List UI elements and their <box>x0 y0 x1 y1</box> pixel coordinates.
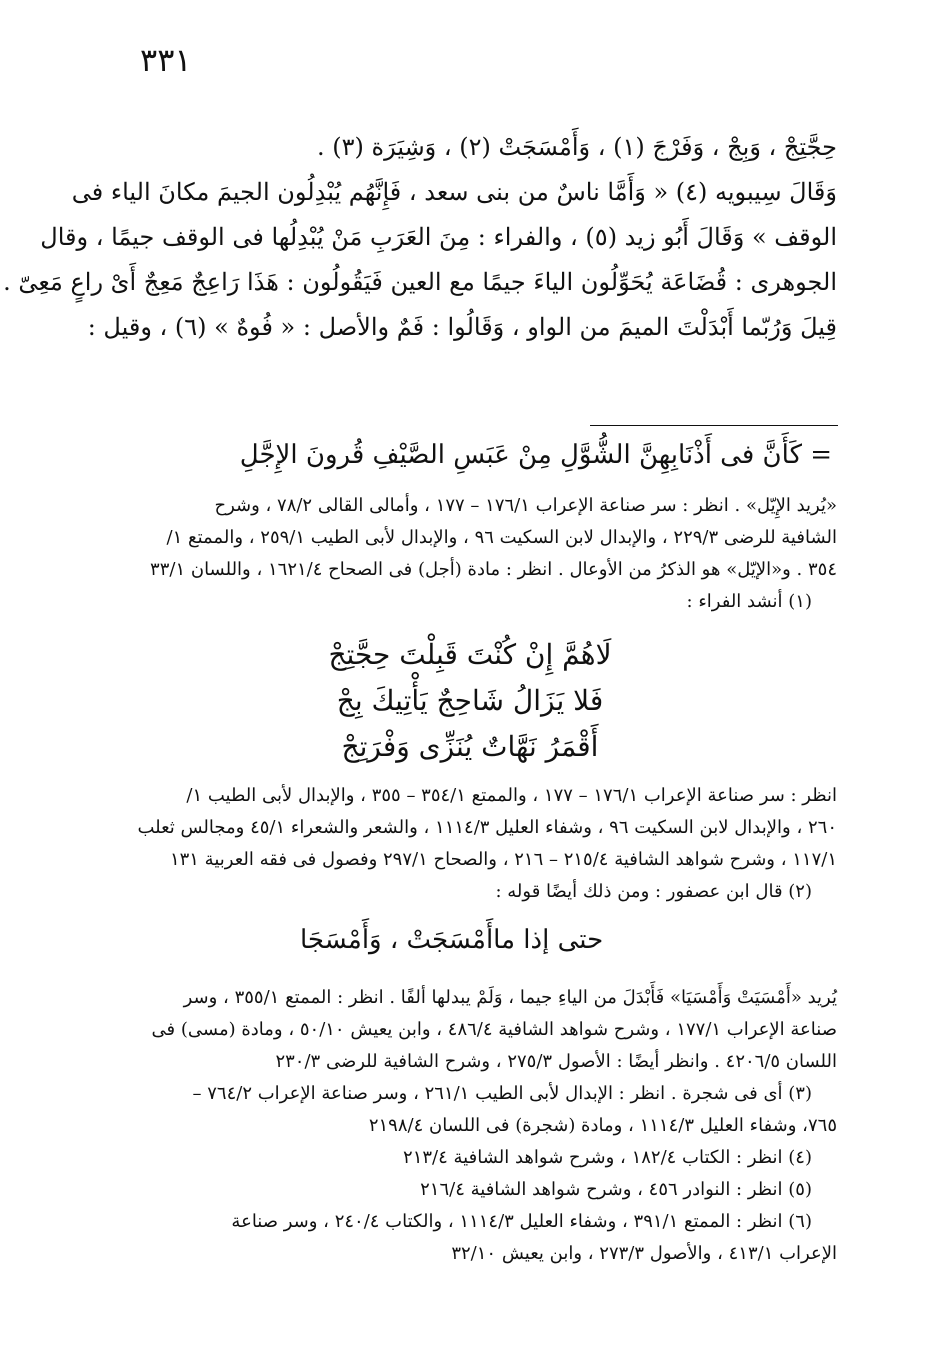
verse-continuation: = كَأَنَّ فى أَذْنَابِهِنَّ الشُّوَّلِ مِنْ عَبَسِ الصَّيْفِ قُرونَ الإِجَّلِ <box>239 440 832 470</box>
main-line: الجوهرى : قُضَاعَة يُحَوِّلُون الياءَ جيمًا مع العين فَيَقُولُون : هَذَا رَاعِجٌ مَعِجٌ أَىْ راعٍ مَعِىّ . <box>3 268 837 296</box>
footnote-line: ٣٥٤ . و«الإيّل» هو الذكرُ من الأوعال . انظر : مادة (أجل) فى الصحاح ١٦٢١/٤ ، واللسان ٣٣/١ <box>150 559 837 580</box>
footnote-line: «يُريد الإِيّل» . انظر : سر صناعة الإعراب ١٧٦/١ – ١٧٧ ، وأمالى القالى ٧٨/٢ ، وشرح <box>214 495 837 516</box>
footnote-line: (٣) أى فى شجرة . انظر : الإبدال لأبى الطيب ٢٦١/١ ، وسر صناعة الإعراب ٧٦٤/٢ – <box>192 1083 812 1104</box>
footnote-line: ٧٦٥، وشفاء العليل ١١١٤/٣ ، ومادة (شجرة) فى اللسان ٢١٩٨/٤ <box>368 1115 837 1136</box>
poem-line: لَاهُمَّ إِنْ كُنْتَ قَبِلْتَ حِجَّتِجْ <box>328 638 612 671</box>
main-body-text <box>3 125 837 350</box>
footnote-line: ٢٦٠ ، والإبدال لابن السكيت ٩٦ ، وشفاء العليل ١١١٤/٣ ، والشعر والشعراء ٤٥/١ ومجالس ثعلب <box>137 817 837 838</box>
footnote-line: يُريد «أَمْسَيَتْ وَأَمْسَيَا» فَأَبْدَلَ من الياءِ جيما ، وَلَمْ يبدلها ألفًا . انظر : الممتع ٣٥٥/١ ، وسر <box>183 987 837 1008</box>
footnote-line: الشافية للرضى ٢٢٩/٣ ، والإبدال لابن السكيت ٩٦ ، والإبدال لأبى الطيب ٢٥٩/١ ، والممتع ١/ <box>166 527 837 548</box>
poem-line: أَقْمَرُ نَهَّاتٌ يُنَزِّى وَفْرَتِجْ <box>341 730 599 763</box>
footnote-line: انظر : سر صناعة الإعراب ١٧٦/١ – ١٧٧ ، والممتع ٣٥٤/١ – ٣٥٥ ، والإبدال لأبى الطيب ١/ <box>186 785 837 806</box>
poem-2: حتى إذا ماأَمْسَجَتْ ، وَأَمْسَجَا <box>300 925 604 955</box>
footnote-line: ١١٧/١ ، وشرح شواهد الشافية ٢١٥/٤ – ٢١٦ ، والصحاح ٢٩٧/١ وفصول فى فقه العربية ١٣١ <box>169 849 837 870</box>
footnote-line: (٤) انظر : الكتاب ١٨٢/٤ ، وشرح شواهد الشافية ٢١٣/٤ <box>403 1147 812 1168</box>
main-line: وَقَالَ سِيبويه (٤) « وَأَمَّا ناسٌ من بنى سعد ، فَإِنَّهُم يُبْدِلُون الجيمَ مكانَ الياء فى <box>71 178 837 206</box>
main-line: الوقف » وَقَالَ أَبُو زيد (٥) ، والفراء : مِنَ العَرَبِ مَنْ يُبْدِلُها فى الوقف جيمًا ، وقال <box>40 223 837 251</box>
page-number: ٣٣١ <box>140 41 192 79</box>
footnote-line: (٦) انظر : الممتع ٣٩١/١ ، وشفاء العليل ١١١٤/٣ ، والكتاب ٢٤٠/٤ ، وسر صناعة <box>231 1211 812 1232</box>
poem-line: فَلا يَزَالُ شَاحِجٌ يَأْتِيكَ بِجْ <box>336 684 604 717</box>
footnote-line: اللسان ٤٢٠٦/٥ . وانظر أيضًا : الأصول ٢٧٥/٣ ، وشرح الشافية للرضى ٢٣٠/٣ <box>275 1051 837 1072</box>
footnote-line: الإعراب ٤١٣/١ ، والأصول ٢٧٣/٣ ، وابن يعيش ٣٢/١٠ <box>451 1243 837 1264</box>
poem-1 <box>200 632 740 770</box>
main-line: قِيلَ وَرُبّما أَبْدَلْتَ الميمَ من الواو ، وَقَالُوا : فَمٌ والأصل : « فُوهٌ » (٦) ، وقيل : <box>87 313 837 341</box>
footnote-heading-1: (١) أنشد الفراء : <box>686 591 812 612</box>
footnote-separator <box>590 425 838 426</box>
footnote-heading-2: (٢) قال ابن عصفور : ومن ذلك أيضًا قوله : <box>495 881 812 902</box>
footnote-line: (٥) انظر : النوادر ٤٥٦ ، وشرح شواهد الشافية ٢١٦/٤ <box>420 1179 812 1200</box>
footnote-line: صناعة الإعراب ١٧٧/١ ، وشرح شواهد الشافية ٤٨٦/٤ ، وابن يعيش ٥٠/١٠ ، ومادة (مسى) فى <box>151 1019 837 1040</box>
main-line: حِجَّتِجْ ، وَبِجْ ، وَفَرْجَ (١) ، وَأَمْسَجَتْ (٢) ، وَشِيَرَة (٣) . <box>317 133 837 161</box>
